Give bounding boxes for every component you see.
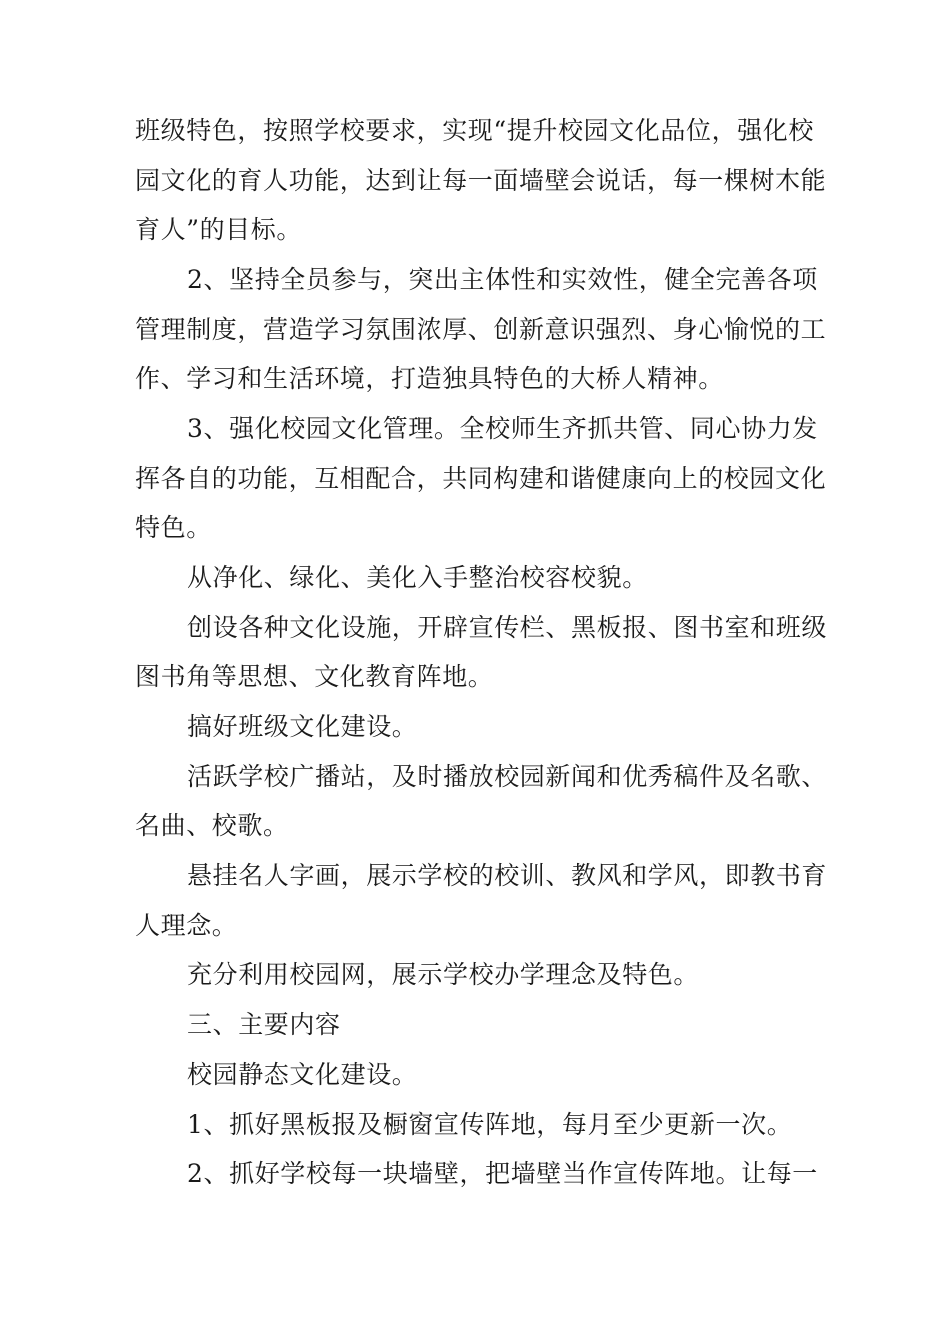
- text-line: 人理念。: [135, 911, 238, 940]
- text-line: 从净化、绿化、美化入手整治校容校貌。: [187, 563, 648, 592]
- text-line: 图书角等思想、文化教育阵地。: [135, 662, 494, 691]
- text-line: 1、抓好黑板报及橱窗宣传阵地，每月至少更新一次。: [187, 1110, 793, 1139]
- text-line: 挥各自的功能，互相配合，共同构建和谐健康向上的校园文化: [135, 464, 827, 493]
- text-line: 作、学习和生活环境，打造独具特色的大桥人精神。: [135, 364, 724, 393]
- section-heading: 三、主要内容: [187, 1010, 341, 1039]
- text-line: 活跃学校广播站，及时播放校园新闻和优秀稿件及名歌、: [187, 762, 828, 791]
- text-line: 创设各种文化设施，开辟宣传栏、黑板报、图书室和班级: [187, 613, 828, 642]
- text-line: 充分利用校园网，展示学校办学理念及特色。: [187, 960, 700, 989]
- text-line: 悬挂名人字画，展示学校的校训、教风和学风，即教书育: [187, 861, 828, 890]
- text-line: 搞好班级文化建设。: [187, 712, 418, 741]
- text-line: 育人”的目标。: [135, 215, 302, 244]
- text-line: 3、强化校园文化管理。全校师生齐抓共管、同心协力发: [187, 414, 818, 443]
- text-line: 特色。: [135, 513, 212, 542]
- text-line: 校园静态文化建设。: [187, 1060, 418, 1089]
- text-line: 2、抓好学校每一块墙壁，把墙壁当作宣传阵地。让每一: [187, 1159, 818, 1188]
- text-line: 园文化的育人功能，达到让每一面墙壁会说话，每一棵树木能: [135, 166, 827, 195]
- text-line: 班级特色，按照学校要求，实现“提升校园文化品位，强化校: [135, 116, 814, 145]
- text-line: 2、坚持全员参与，突出主体性和实效性，健全完善各项: [187, 265, 818, 294]
- text-line: 名曲、校歌。: [135, 811, 289, 840]
- text-line: 管理制度，营造学习氛围浓厚、创新意识强烈、身心愉悦的工: [135, 315, 827, 344]
